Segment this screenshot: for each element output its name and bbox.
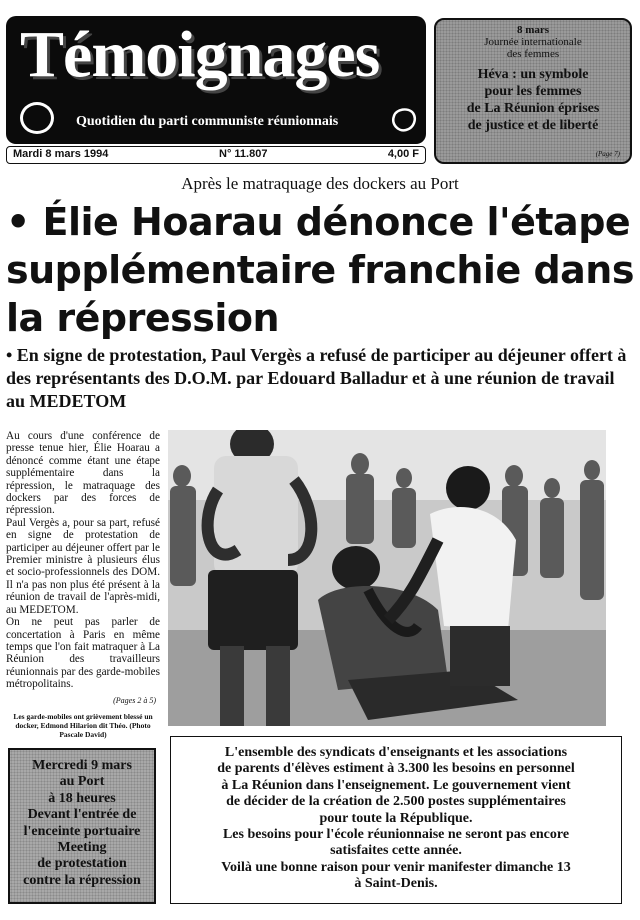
newspaper-title: Témoignages — [20, 18, 380, 91]
article-paragraph: On ne peut pas parler de concertation à Paris en même temps que l'on fait matraquer à La Réunion des travailleurs réunionnais par des garde-mobiles métropolitains. — [6, 616, 160, 691]
teaser-event-2: des femmes — [506, 48, 560, 60]
announcement-line: Meeting — [57, 840, 107, 856]
education-line: de parents d'élèves estiment à 3.300 les besoins en personnel — [217, 761, 575, 777]
announcement-line: Mercredi 9 mars — [32, 758, 132, 773]
education-line: Voilà une bonne raison pour venir manifester dimanche 13 — [221, 859, 571, 875]
teaser-page-ref: (Page 7) — [595, 150, 620, 158]
teaser-headline-line: pour les femmes — [484, 84, 582, 99]
teaser-headline-line: Héva : un symbole — [477, 67, 589, 82]
article-kicker: Après le matraquage des dockers au Port — [181, 174, 459, 193]
issue-info-bar — [6, 146, 426, 164]
announcement-line: l'enceinte portuaire — [23, 823, 141, 839]
issue-date: Mardi 8 mars 1994 — [13, 148, 109, 160]
reunion-island-icon — [388, 104, 418, 134]
article-pages-ref: (Pages 2 à 5) — [113, 696, 156, 705]
announcement-line: de protestation — [37, 856, 127, 872]
announcement-line: Devant l'entrée de — [27, 807, 137, 823]
issue-number: N° 11.807 — [219, 148, 268, 160]
teaser-headline — [436, 66, 630, 134]
education-line: à La Réunion dans l'enseignement. Le gouvernement vient — [221, 777, 571, 793]
womens-day-teaser — [434, 18, 632, 164]
announcement-line: à 18 heures — [48, 790, 116, 806]
teaser-headline-line: de justice et de liberté — [467, 118, 599, 133]
education-line: à Saint-Denis. — [354, 876, 438, 892]
education-line: Les besoins pour l'école réunionnaise ne seront pas encore — [222, 827, 570, 843]
newspaper-subtitle: Quotidien du parti communiste réunionnais — [76, 114, 339, 129]
news-photo-image — [168, 430, 606, 726]
announcement-line: contre la répression — [23, 872, 141, 888]
issue-price: 4,00 F — [387, 148, 419, 160]
meeting-announcement — [8, 748, 156, 904]
teaser-date: 8 mars — [516, 24, 550, 36]
announcement-line: au Port — [59, 774, 105, 790]
education-line: de décider de la création de 2.500 postes supplémentaires — [226, 794, 566, 810]
education-line: L'ensemble des syndicats d'enseignants et les associations — [224, 745, 568, 760]
news-photo — [168, 430, 606, 726]
party-emblem-icon — [20, 102, 54, 134]
education-line: pour toute la République. — [319, 810, 473, 826]
article-headline: • Élie Hoarau dénonce l'étape supplémentaire franchie dans la répression — [6, 200, 634, 340]
teaser-event: Journée internationale — [484, 36, 582, 48]
article-subhead: • En signe de protestation, Paul Vergès a refusé de participer au déjeuner offert à des représentants des D.O.M. par Edouard Balladur et à une réunion de travail au MEDETOM — [6, 345, 627, 411]
photo-caption: Les garde-mobiles ont grièvement blessé un docker, Edmond Hilarion dit Théo. (Photo Pascale David) — [13, 712, 153, 739]
masthead — [6, 16, 426, 144]
article-body — [6, 430, 160, 691]
education-notice — [170, 736, 622, 904]
teaser-headline-line: de La Réunion éprises — [466, 101, 600, 116]
education-line: satisfaites cette année. — [330, 843, 462, 859]
article-paragraph: Au cours d'une conférence de presse tenue hier, Élie Hoarau a dénoncé comme étant une étape supplémentaire dans la répression, le matraquage des dockers par des forces de répression. — [6, 430, 160, 517]
article-paragraph: Paul Vergès a, pour sa part, refusé en signe de protestation de participer au déjeuner offert par le Premier ministre à plusieurs élus et socio-professionnels des DOM. Il n'a pas non plus été présent à la réunion de travail de l'après-midi, au MEDETOM. — [6, 516, 160, 616]
